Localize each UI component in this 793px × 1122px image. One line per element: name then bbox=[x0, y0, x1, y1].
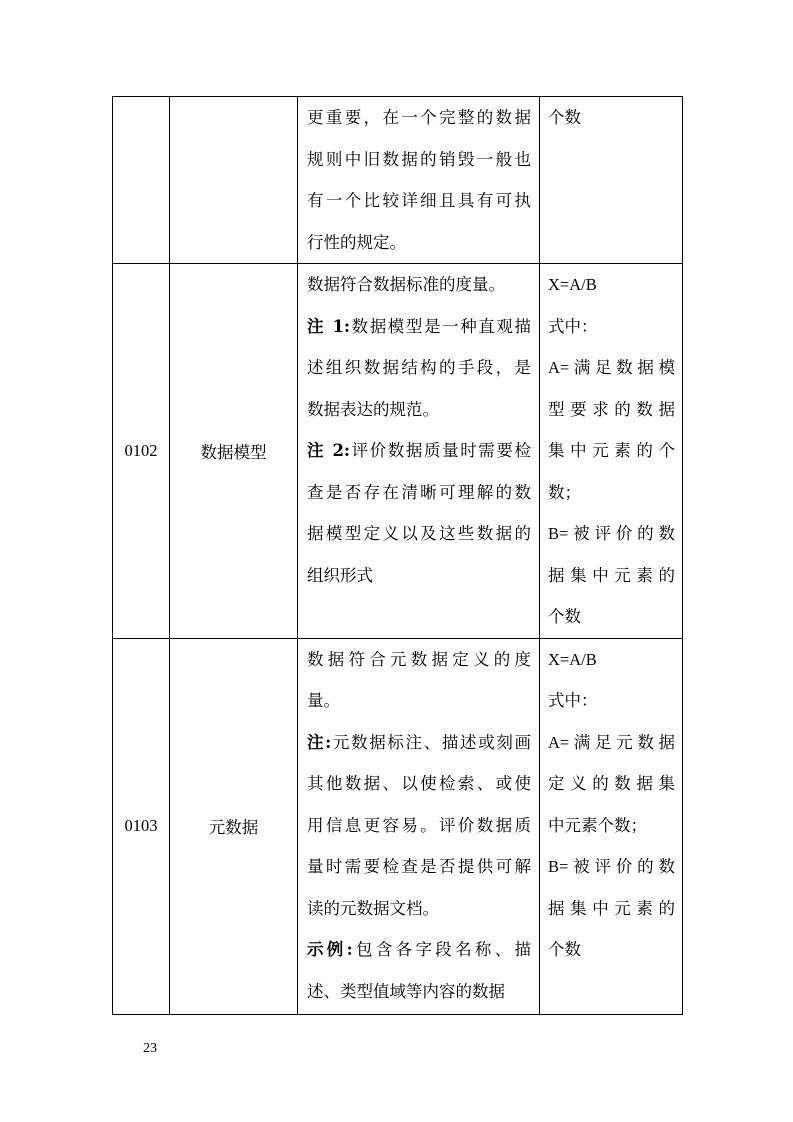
description-line bbox=[307, 180, 531, 222]
indicator-name-cell bbox=[170, 97, 298, 264]
indicator-code: 0102 bbox=[124, 440, 158, 460]
description-text: 有一个比较详细且具有可执 bbox=[307, 191, 531, 210]
description-line bbox=[307, 306, 531, 348]
description-line bbox=[307, 763, 531, 805]
indicator-formula-cell bbox=[540, 97, 683, 264]
description-line bbox=[307, 430, 531, 472]
indicator-formula-cell bbox=[540, 638, 683, 1014]
description-text: 据模型定义以及这些数据的 bbox=[307, 524, 531, 543]
description-line bbox=[307, 722, 531, 764]
formula-line: 中元素个数； bbox=[548, 815, 647, 835]
formula-line: 数； bbox=[548, 482, 581, 502]
indicator-description bbox=[298, 639, 539, 1013]
description-line bbox=[307, 639, 531, 681]
description-line bbox=[307, 472, 531, 514]
formula-line: X=A/B bbox=[548, 275, 597, 294]
indicator-name: 数据模型 bbox=[200, 442, 267, 462]
indicator-name-cell bbox=[170, 264, 298, 639]
indicator-formula bbox=[540, 97, 682, 139]
description-text: 规则中旧数据的销毁一般也 bbox=[307, 149, 531, 169]
indicator-description bbox=[298, 97, 539, 263]
indicator-name: 元数据 bbox=[208, 818, 259, 837]
description-text: 用信息更容易。评价数据质 bbox=[307, 815, 531, 835]
description-line bbox=[307, 264, 531, 306]
formula-line: A=满足数据模 bbox=[548, 358, 675, 377]
description-text: 述组织数据结构的手段，是 bbox=[307, 358, 531, 377]
note-label: 注 2: bbox=[307, 441, 351, 460]
description-line bbox=[307, 555, 531, 597]
description-line bbox=[307, 971, 531, 1013]
description-text: 其他数据、以使检索、或使 bbox=[307, 774, 531, 793]
note-label: 示例: bbox=[307, 940, 353, 959]
formula-line: 式中： bbox=[548, 316, 598, 336]
description-text: 数据符合元数据定义的度 bbox=[307, 649, 531, 669]
indicator-name-cell bbox=[170, 638, 298, 1014]
indicator-table-body bbox=[113, 97, 683, 1015]
description-text: 组织形式 bbox=[307, 565, 373, 585]
formula-line: B=被评价的数 bbox=[548, 857, 675, 876]
indicator-formula bbox=[540, 639, 682, 971]
indicator-code: 0103 bbox=[124, 816, 158, 835]
formula-line: A=满足元数据 bbox=[548, 732, 675, 752]
formula-line: 据集中元素的 bbox=[548, 898, 675, 918]
description-text: 包含各字段名称、描 bbox=[352, 940, 532, 959]
description-text: 更重要，在一个完整的数据 bbox=[307, 108, 531, 127]
description-line bbox=[307, 139, 531, 181]
table-row bbox=[113, 638, 683, 1014]
description-text: 元数据标注、描述或刻画 bbox=[331, 732, 531, 752]
table-row bbox=[113, 97, 683, 264]
description-text: 数据表达的规范。 bbox=[307, 399, 439, 419]
formula-line: 个数 bbox=[548, 607, 581, 626]
indicator-code-cell bbox=[113, 638, 170, 1014]
formula-line: X=A/B bbox=[548, 649, 597, 669]
description-line bbox=[307, 97, 531, 139]
indicator-table bbox=[112, 96, 683, 1015]
description-text: 评价数据质量时需要检 bbox=[350, 441, 531, 460]
page-number: 23 bbox=[143, 1041, 157, 1056]
description-text: 数据符合数据标准的度量。 bbox=[307, 275, 505, 294]
description-line bbox=[307, 805, 531, 847]
formula-line: 个数 bbox=[548, 108, 581, 127]
note-label: 注: bbox=[307, 732, 332, 752]
indicator-code-cell bbox=[113, 264, 170, 639]
note-label: 注 1: bbox=[307, 316, 351, 336]
indicator-description-cell bbox=[298, 638, 540, 1014]
formula-line: B=被评价的数 bbox=[548, 524, 675, 543]
description-line bbox=[307, 888, 531, 930]
indicator-code-cell bbox=[113, 97, 170, 264]
formula-line: 集中元素的个 bbox=[548, 441, 675, 460]
indicator-description bbox=[298, 264, 539, 596]
formula-line: 定义的数据集 bbox=[548, 774, 675, 793]
description-line bbox=[307, 513, 531, 555]
description-line bbox=[307, 347, 531, 389]
formula-line: 据集中元素的 bbox=[548, 565, 675, 585]
description-text: 读的元数据文档。 bbox=[307, 898, 439, 918]
indicator-description-cell bbox=[298, 264, 540, 639]
description-line bbox=[307, 846, 531, 888]
description-text: 数据模型是一种直观描 bbox=[350, 316, 531, 336]
table-row bbox=[113, 264, 683, 639]
formula-line: 式中： bbox=[548, 691, 598, 710]
formula-line: 型要求的数据 bbox=[548, 399, 675, 419]
description-line bbox=[307, 222, 531, 264]
description-text: 查是否存在清晰可理解的数 bbox=[307, 482, 531, 502]
formula-line: 个数 bbox=[548, 940, 581, 959]
description-text: 量时需要检查是否提供可解 bbox=[307, 857, 531, 876]
indicator-formula bbox=[540, 264, 682, 638]
description-line bbox=[307, 389, 531, 431]
description-text: 述、类型值域等内容的数据 bbox=[307, 981, 505, 1001]
indicator-description-cell bbox=[298, 97, 540, 264]
indicator-formula-cell bbox=[540, 264, 683, 639]
description-line bbox=[307, 929, 531, 971]
description-text: 量。 bbox=[307, 691, 340, 710]
description-line bbox=[307, 680, 531, 722]
description-text: 行性的规定。 bbox=[307, 232, 406, 252]
